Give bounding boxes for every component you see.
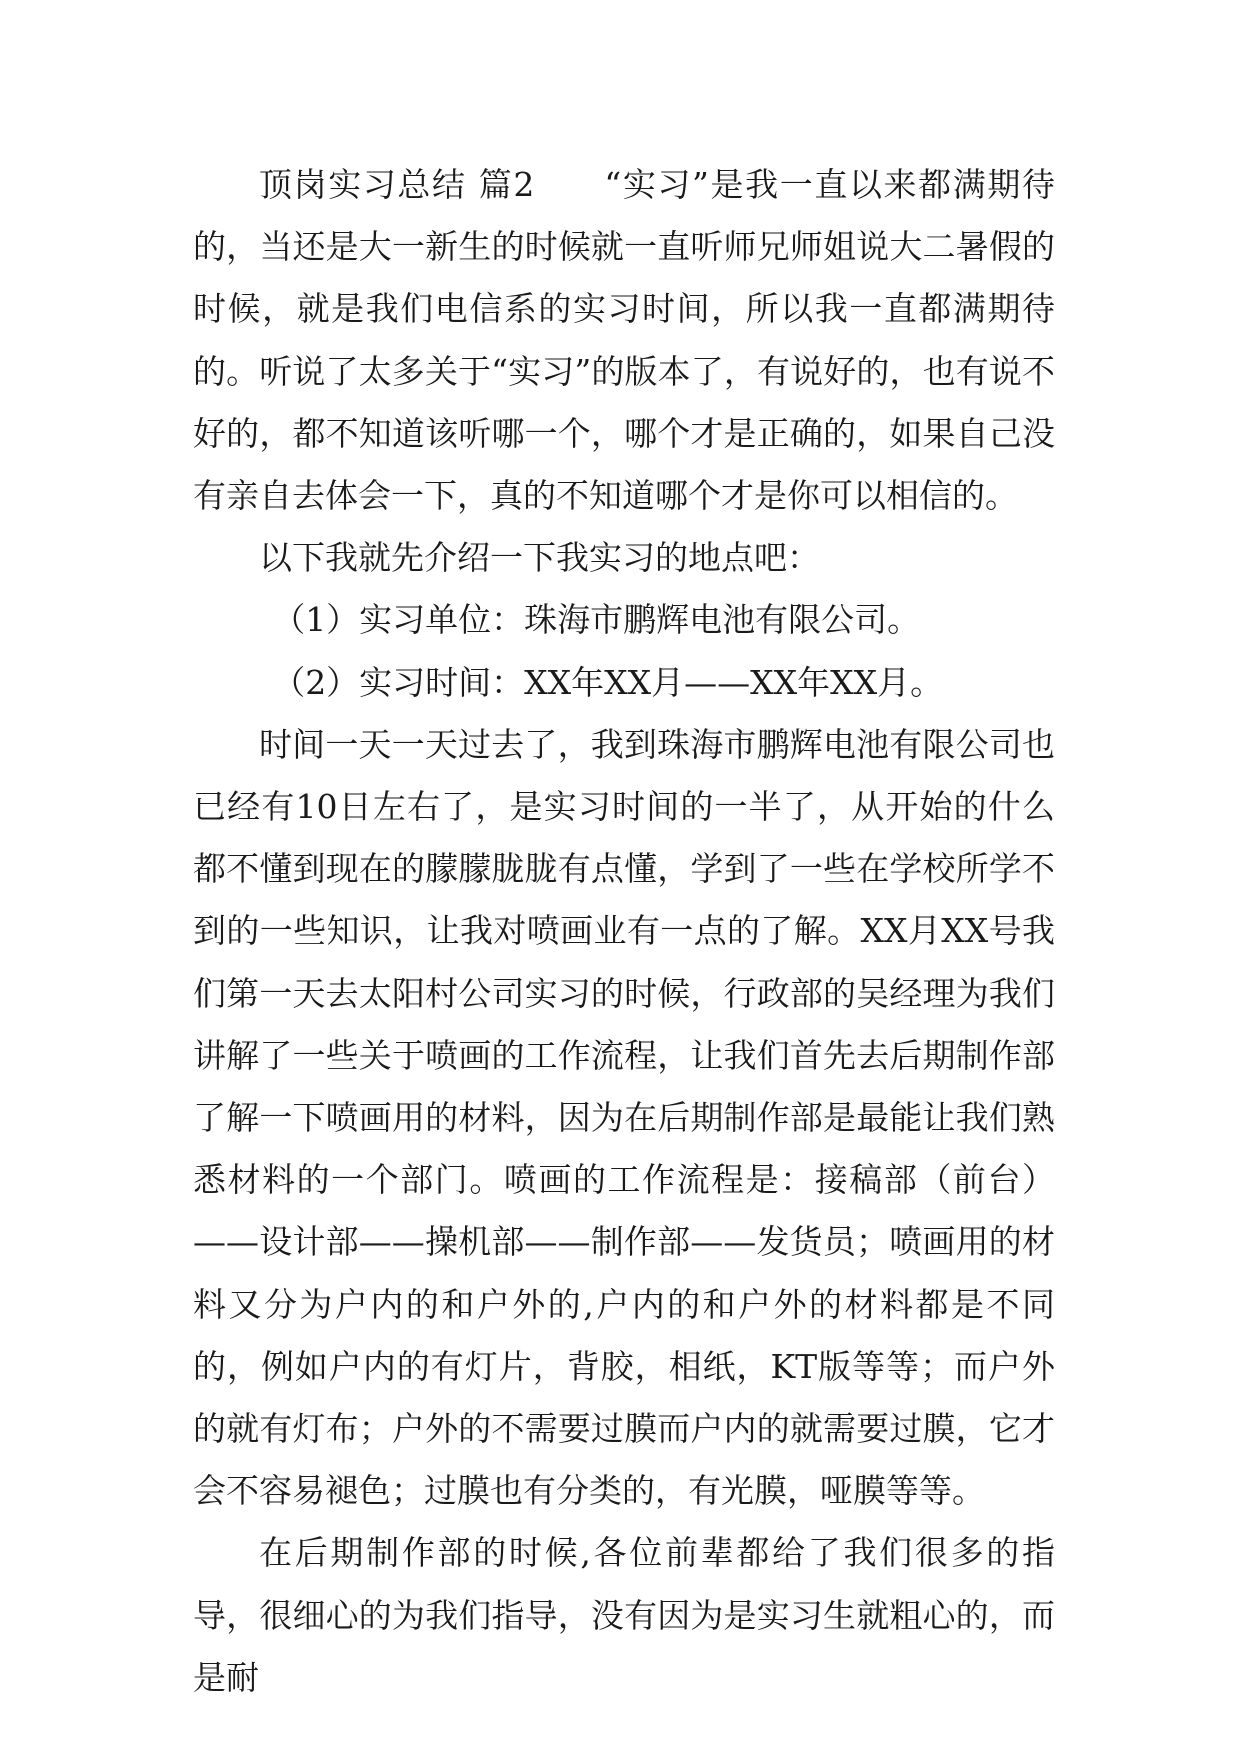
paragraph-unit: （1）实习单位：珠海市鹏辉电池有限公司。 (272, 600, 921, 640)
paragraph-guidance: 在后期制作部的时候,各位前辈都给了我们很多的指导，很细心的为我们指导，没有因为是实习生就粗心的，而是耐 (193, 1533, 1055, 1697)
paragraph-experience: 时间一天一天过去了，我到珠海市鹏辉电池有限公司也已经有10日左右了，是实习时间的一半了，从开始的什么都不懂到现在的朦朦胧胧有点懂，学到了一些在学校所学不到的一些知识，让我对喷画业有一点的了解。XX月XX号我们第一天去太阳村公司实习的时候，行政部的吴经理为我们讲解了一些关于喷画的工作流程，让我们首先去后期制作部了解一下喷画用的材料，因为在后期制作部是最能让我们熟悉材料的一个部门。喷画的工作流程是：接稿部（前台）——设计部——操机部——制作部——发货员；喷画用的材料又分为户内的和户外的,户内的和户外的材料都是不同的，例如户内的有灯片，背胶，相纸，KT版等等；而户外的就有灯布；户外的不需要过膜而户内的就需要过膜，它才会不容易褪色；过膜也有分类的，有光膜，哑膜等等。 (193, 724, 1055, 1511)
paragraph-text: “实习”是我一直以来都满期待的，当还是大一新生的时候就一直听师兄师姐说大二暑假的时候，就是我们电信系的实习时间，所以我一直都满期待的。听说了太多关于“实习”的版本了，有说好的，也有说不好的，都不知道该听哪一个，哪个才是正确的，如果自己没有亲自去体会一下，真的不知道哪个才是你可以相信的。 (193, 165, 1055, 516)
paragraph-location-intro: 以下我就先介绍一下我实习的地点吧： (259, 538, 820, 578)
document-heading: 顶岗实习总结 篇2 (259, 165, 535, 204)
paragraph-time: （2）实习时间：XX年XX月——XX年XX月。 (272, 662, 944, 702)
paragraph-intro (193, 154, 1055, 527)
document-body (193, 154, 1055, 1709)
